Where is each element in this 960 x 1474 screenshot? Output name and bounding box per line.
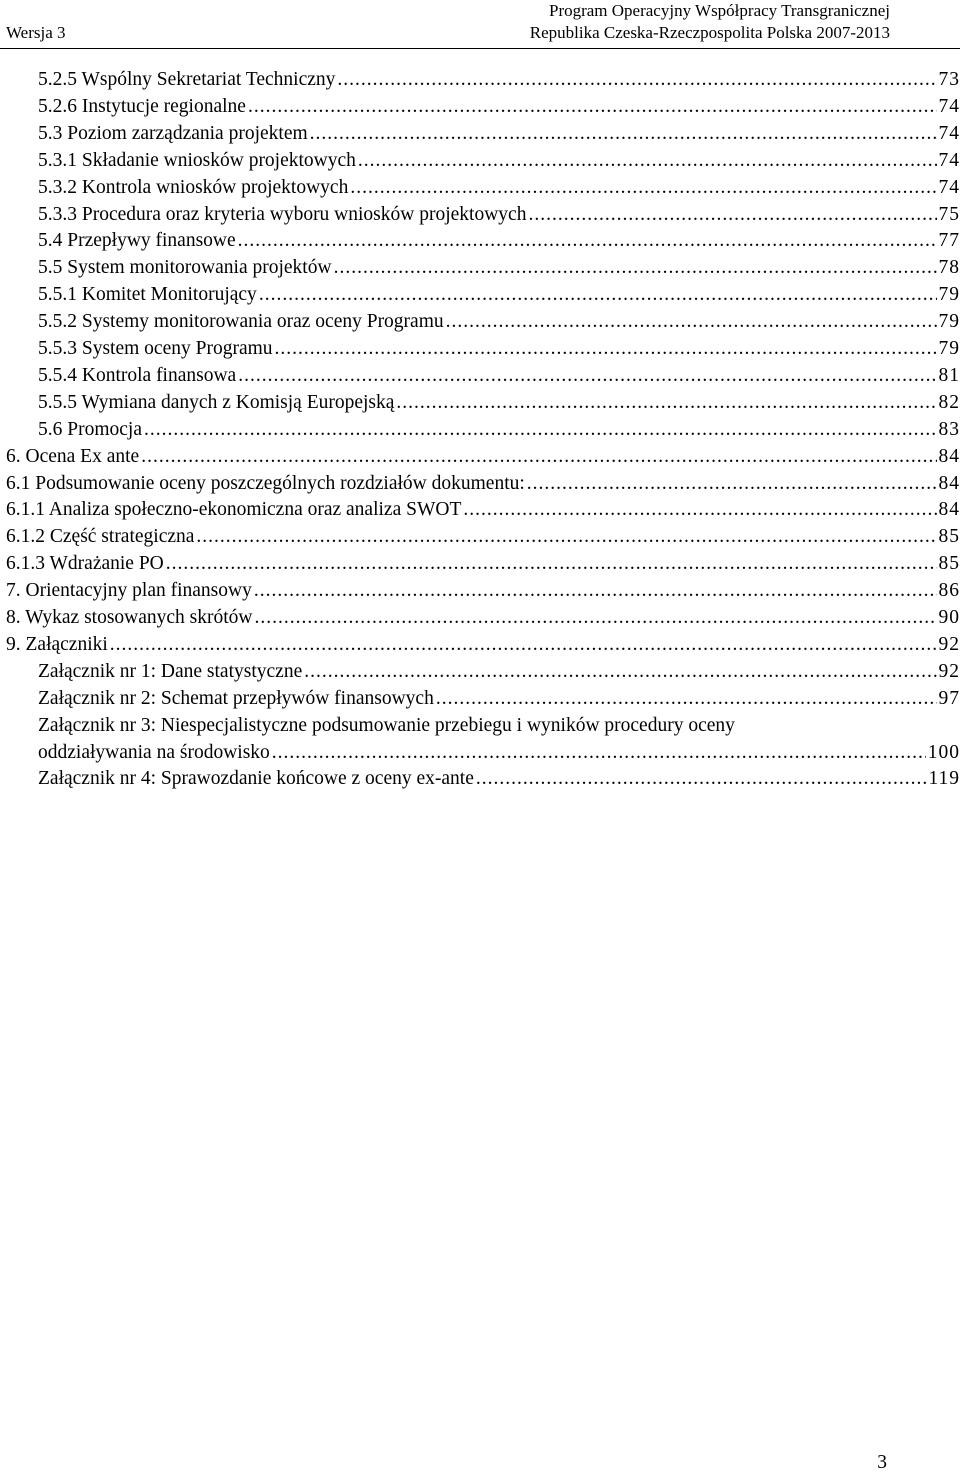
- toc-entry-title: 5.6 Promocja: [38, 418, 142, 440]
- toc-leader-dots: [255, 605, 937, 631]
- toc-entry[interactable]: [38, 740, 960, 766]
- toc-entry-page: 83: [938, 418, 960, 440]
- toc-leader-dots: [238, 363, 936, 389]
- toc-entry-page: 85: [938, 526, 960, 548]
- toc-entry[interactable]: [38, 282, 960, 308]
- toc-entry-title: 6.1.2 Część strategiczna: [6, 526, 195, 548]
- toc-entry-title: 5.5.2 Systemy monitorowania oraz oceny Programu: [38, 311, 444, 333]
- toc-entry-title: 5.5 System monitorowania projektów: [38, 257, 332, 279]
- toc-leader-dots: [476, 766, 927, 792]
- toc-entry-page: 79: [938, 338, 960, 359]
- toc-entry-page: 85: [938, 553, 960, 575]
- toc-leader-dots: [446, 309, 937, 335]
- toc-leader-dots: [110, 632, 937, 658]
- toc-leader-dots: [254, 578, 937, 604]
- toc-entry-page: 74: [938, 122, 960, 144]
- toc-entry[interactable]: [38, 148, 960, 174]
- toc-leader-dots: [396, 390, 936, 416]
- toc-leader-dots: [358, 148, 937, 174]
- toc-entry-page: 84: [938, 472, 960, 494]
- toc-entry[interactable]: [6, 444, 960, 470]
- toc-entry[interactable]: [6, 551, 960, 577]
- toc-entry-title: Załącznik nr 4: Sprawozdanie końcowe z oceny ex-ante: [38, 768, 474, 790]
- toc-entry[interactable]: [6, 497, 960, 523]
- toc-entry[interactable]: [38, 336, 960, 362]
- toc-entry[interactable]: [6, 524, 960, 550]
- toc-entry-title: Załącznik nr 1: Dane statystyczne: [38, 660, 303, 682]
- toc-entry[interactable]: [6, 471, 960, 497]
- toc-entry-page: 74: [938, 149, 960, 171]
- toc-entry-title: 7. Orientacyjny plan finansowy: [6, 580, 252, 602]
- toc-entry-title: oddziaływania na środowisko: [38, 741, 270, 763]
- toc-leader-dots: [196, 524, 936, 550]
- toc-entry[interactable]: [6, 605, 960, 631]
- program-title-line-1: Program Operacyjny Współpracy Transgranicznej: [548, 1, 890, 20]
- toc-entry-page: 92: [938, 660, 960, 682]
- toc-entry-page: 86: [938, 580, 960, 602]
- toc-entry-page: 84: [938, 445, 960, 467]
- toc-entry-page: 74: [938, 176, 960, 198]
- toc-entry[interactable]: [38, 390, 960, 416]
- toc-entry-title: 6.1.1 Analiza społeczno-ekonomiczna oraz analiza SWOT: [6, 499, 462, 521]
- toc-entry-title: 5.5.5 Wymiana danych z Komisją Europejską: [38, 391, 395, 413]
- toc-entry-title: 5.4 Przepływy finansowe: [38, 230, 236, 252]
- toc-entry-title: 5.3 Poziom zarządzania projektem: [38, 122, 308, 144]
- toc-entry-title: 6.1.3 Wdrażanie PO: [6, 553, 164, 575]
- toc-entry-page: 79: [938, 311, 960, 333]
- toc-entry[interactable]: [38, 228, 960, 254]
- toc-entry[interactable]: [38, 713, 735, 739]
- toc-entry-page: 97: [938, 687, 960, 709]
- toc-entry-page: 77: [938, 230, 960, 252]
- toc-entry-title: Załącznik nr 2: Schemat przepływów finansowych: [38, 687, 434, 709]
- page-number: 3: [877, 1452, 887, 1473]
- toc-leader-dots: [350, 175, 936, 201]
- toc-entry-title: 5.2.5 Wspólny Sekretariat Techniczny: [38, 69, 336, 90]
- toc-leader-dots: [463, 497, 936, 523]
- toc-entry[interactable]: [38, 67, 960, 93]
- toc-leader-dots: [248, 94, 937, 120]
- toc-entry[interactable]: [6, 632, 960, 658]
- toc-entry-title: 5.3.2 Kontrola wniosków projektowych: [38, 176, 349, 198]
- toc-entry[interactable]: [38, 659, 960, 685]
- toc-leader-dots: [334, 255, 937, 281]
- toc-entry-title: 5.3.3 Procedura oraz kryteria wyboru wniosków projektowych: [38, 203, 527, 225]
- toc-leader-dots: [238, 228, 937, 254]
- toc-leader-dots: [436, 686, 937, 712]
- toc-entry[interactable]: [38, 417, 960, 443]
- toc-entry-page: 75: [938, 203, 960, 225]
- toc-entry-page: 81: [938, 364, 960, 386]
- toc-entry-page: 73: [938, 69, 960, 90]
- toc-entry-page: 119: [928, 768, 960, 790]
- toc-entry-title: Załącznik nr 3: Niespecjalistyczne podsumowanie przebiegu i wyników procedury oceny: [38, 714, 735, 736]
- toc-entry[interactable]: [38, 175, 960, 201]
- toc-leader-dots: [259, 282, 937, 308]
- page-header: [0, 0, 960, 49]
- document-version: Wersja 3: [6, 23, 66, 42]
- toc-leader-dots: [144, 417, 937, 443]
- toc-entry-page: 82: [938, 391, 960, 413]
- toc-entry-page: 84: [938, 499, 960, 521]
- toc-entry[interactable]: [38, 363, 960, 389]
- toc-entry[interactable]: [38, 255, 960, 281]
- toc-entry-title: 5.5.3 System oceny Programu: [38, 338, 273, 359]
- toc-entry-page: 90: [938, 607, 960, 628]
- toc-entry-page: 74: [938, 95, 960, 117]
- toc-entry-title: 6.1 Podsumowanie oceny poszczególnych rozdziałów dokumentu:: [6, 472, 525, 494]
- toc-entry-title: 9. Załączniki: [6, 633, 108, 655]
- program-title-line-2: Republika Czeska-Rzeczpospolita Polska 2007-2013: [529, 23, 890, 42]
- toc-entry[interactable]: [38, 686, 960, 712]
- toc-entry[interactable]: [6, 578, 960, 604]
- program-title: [530, 0, 890, 44]
- toc-leader-dots: [337, 67, 936, 93]
- toc-leader-dots: [527, 471, 937, 497]
- toc-entry[interactable]: [38, 309, 960, 335]
- toc-leader-dots: [304, 659, 936, 685]
- toc-leader-dots: [166, 551, 937, 577]
- toc-leader-dots: [310, 121, 937, 147]
- toc-entry[interactable]: [38, 94, 960, 120]
- toc-entry-title: 5.2.6 Instytucje regionalne: [38, 95, 246, 117]
- toc-entry-title: 6. Ocena Ex ante: [6, 445, 140, 467]
- toc-leader-dots: [272, 740, 926, 766]
- toc-entry[interactable]: [38, 202, 960, 228]
- toc-entry-page: 92: [938, 633, 960, 655]
- toc-entry-title: 5.5.1 Komitet Monitorujący: [38, 284, 257, 306]
- toc-leader-dots: [141, 444, 936, 470]
- toc-entry-page: 100: [927, 741, 960, 763]
- toc-leader-dots: [275, 336, 937, 362]
- toc-entry-page: 78: [938, 257, 960, 279]
- toc-leader-dots: [528, 202, 936, 228]
- toc-entry[interactable]: [38, 766, 960, 792]
- toc-entry-title: 8. Wykaz stosowanych skrótów: [6, 607, 253, 628]
- toc-entry-page: 79: [938, 284, 960, 306]
- toc-entry-title: 5.5.4 Kontrola finansowa: [38, 364, 237, 386]
- toc-entry-title: 5.3.1 Składanie wniosków projektowych: [38, 149, 356, 171]
- toc-entry[interactable]: [38, 121, 960, 147]
